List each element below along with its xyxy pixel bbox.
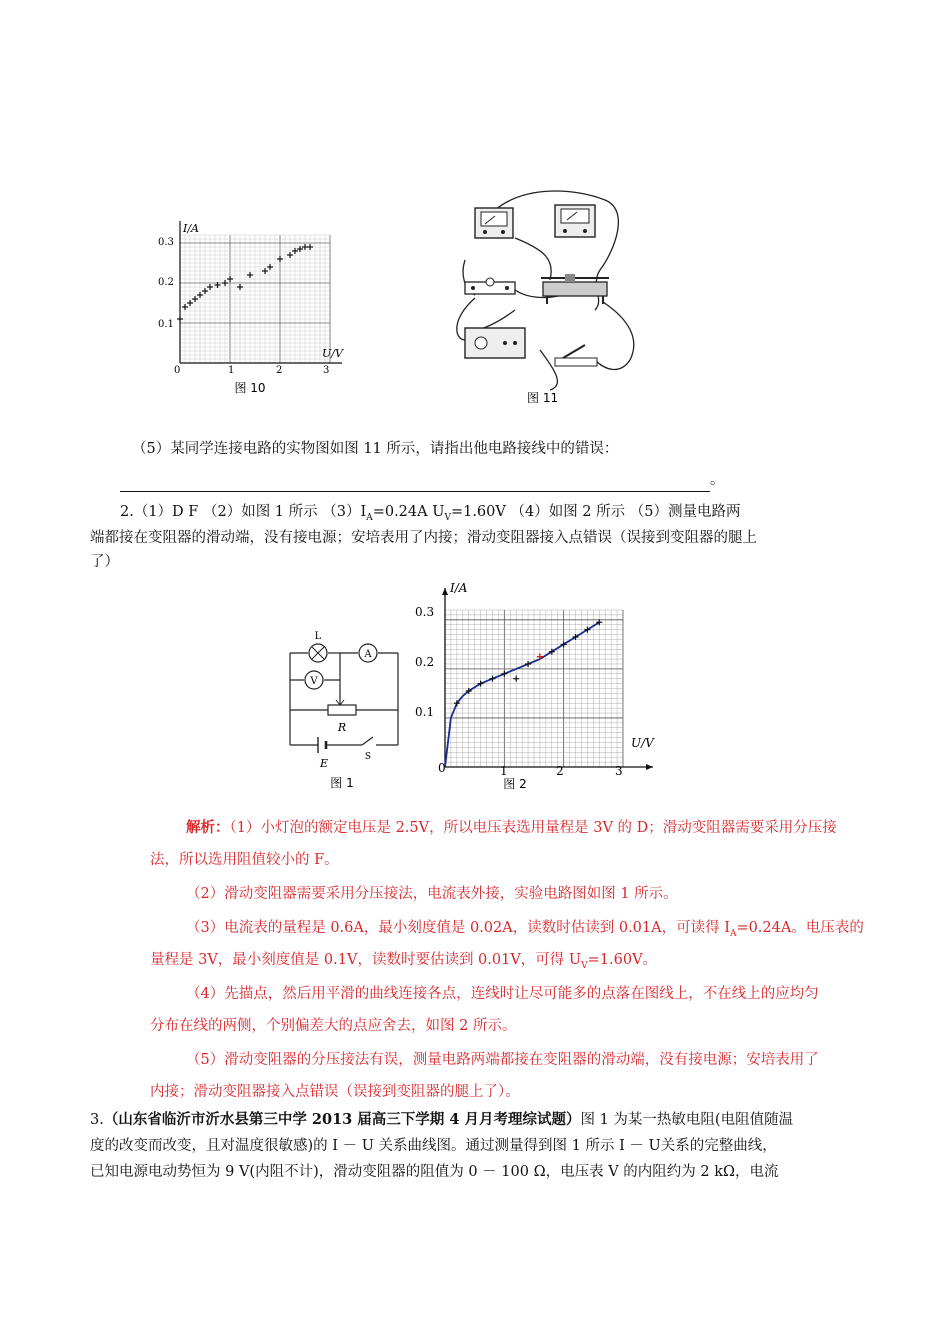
resistor-label: R — [337, 721, 347, 734]
question-text: 图 1 为某一热敏电阻(电阻值随温 — [580, 1112, 794, 1128]
fig10-xtick: 2 — [276, 365, 283, 376]
fig2-xtick: 2 — [556, 764, 564, 778]
fig11-caption: 图 11 — [527, 391, 559, 405]
analysis-p4b: 分布在线的两侧，个别偏差大的点应舍去，如图 2 所示。 — [150, 1018, 517, 1034]
data-point — [267, 264, 273, 270]
answer-2-part: 2.（1）D F （2）如图 1 所示 （3）I — [120, 504, 367, 520]
ammeter-symbol-icon — [359, 644, 377, 662]
answer-2-part: =1.60V （4）如图 2 所示 （5）测量电路两 — [450, 504, 741, 520]
fig10-caption: 图 10 — [234, 381, 266, 395]
question-3-line-2: 度的改变而改变，且对温度很敏感)的 I － U 关系曲线图。通过测量得到图 1 所示 I － U关系的完整曲线， — [90, 1138, 777, 1154]
analysis-text: =1.60V。 — [587, 952, 658, 968]
data-point — [501, 671, 507, 677]
power-supply-icon — [465, 328, 525, 358]
ammeter-label: A — [364, 649, 372, 660]
analysis-p5a: （5）滑动变阻器的分压接法有误，测量电路两端都接在变阻器的滑动端，没有接电源；安培表用了 — [186, 1052, 819, 1068]
question-5-answer-line — [120, 468, 725, 492]
data-point — [227, 276, 233, 282]
data-point — [222, 280, 228, 286]
fig10-y-axis-label: I/A — [183, 222, 199, 235]
knife-switch-icon — [555, 345, 597, 366]
data-point — [489, 676, 495, 682]
fig2-xtick: 1 — [500, 764, 508, 778]
fig1-caption: 图 1 — [330, 776, 354, 790]
analysis-p1b: 法，所以选用阻值较小的 F。 — [150, 852, 339, 868]
answer-2-part: =0.24A U — [372, 504, 445, 520]
data-point — [525, 661, 531, 667]
switch-label: S — [364, 752, 372, 762]
answer-2-line-3: 了） — [90, 554, 119, 570]
source-label: E — [319, 757, 329, 770]
fig2-axes — [442, 588, 653, 770]
data-point — [197, 292, 203, 298]
analysis-p5b: 内接；滑动变阻器接入点错误（误接到变阻器的腿上了）。 — [150, 1084, 520, 1100]
analysis-text: =0.24A。电压表的 — [736, 920, 864, 936]
question-5-text: （5）某同学连接电路的实物图如图 11 所示，请指出他电路接线中的错误： — [132, 441, 619, 457]
analysis-p3b — [150, 944, 657, 982]
data-point — [262, 268, 268, 274]
data-point — [247, 272, 253, 278]
rheostat-symbol-icon — [328, 695, 356, 715]
fig10-xtick: 3 — [323, 365, 330, 376]
fig2-ytick: 0.2 — [415, 655, 435, 669]
outlier-point — [513, 676, 519, 682]
ammeter-device-icon — [555, 205, 595, 237]
data-point — [277, 256, 283, 262]
data-point — [187, 300, 193, 306]
answer-2-line-2: 端都接在变阻器的滑动端，没有接电源；安培表用了内接；滑动变阻器接入点错误（误接到变阻器的腿上 — [90, 530, 757, 546]
question-number: 3. — [90, 1112, 104, 1128]
subscript: V — [581, 960, 588, 971]
voltmeter-symbol-icon — [305, 671, 323, 689]
question-3-line-3: 已知电源电动势恒为 9 V(内阻不计)，滑动变阻器的阻值为 0 － 100 Ω，电压表 V 的内阻约为 2 kΩ，电流 — [90, 1164, 779, 1180]
question-3-line-1 — [90, 1108, 793, 1132]
voltmeter-device-icon — [475, 208, 513, 238]
fig2-y-axis-label: I/A — [450, 581, 468, 595]
fig10-xtick: 1 — [228, 365, 235, 376]
x-axis-arrow-icon — [646, 764, 653, 770]
voltmeter-label: V — [310, 676, 318, 687]
data-point — [182, 304, 188, 310]
data-point — [287, 252, 293, 258]
fig2-xtick: 3 — [615, 764, 623, 778]
fig10-axes — [180, 221, 342, 363]
fig10-x-axis-label: U/V — [322, 347, 343, 360]
lamp-symbol-icon — [309, 644, 327, 662]
data-point — [177, 316, 183, 322]
end-mark: 。 — [710, 472, 725, 488]
data-point — [207, 284, 213, 290]
figure-1-circuit-diagram — [280, 625, 410, 795]
data-point — [192, 296, 198, 302]
data-point — [237, 284, 243, 290]
figure-10-chart — [150, 205, 350, 410]
figure-11-physical-circuit — [455, 190, 645, 405]
figure-2-chart — [405, 572, 665, 797]
fig10-origin: 0 — [174, 365, 181, 376]
lamp-holder-icon — [465, 278, 515, 294]
fig10-grid — [180, 235, 330, 363]
data-point — [202, 288, 208, 294]
fig10-ytick: 0.3 — [158, 237, 174, 248]
analysis-p4a: （4）先描点，然后用平滑的曲线连接各点，连线时让尽可能多的点落在图线上，不在线上的应均匀 — [186, 986, 819, 1002]
answer-blank — [120, 475, 710, 492]
subscript: V — [444, 512, 451, 523]
analysis-label: 解析： — [186, 819, 230, 836]
y-axis-arrow-icon — [442, 588, 448, 595]
fig2-x-axis-label: U/V — [631, 736, 654, 750]
subscript: A — [729, 928, 737, 939]
fig2-origin: 0 — [438, 761, 446, 775]
lamp-label: L — [314, 631, 322, 642]
fig2-ytick: 0.1 — [415, 705, 435, 719]
analysis-text: 量程是 3V，最小刻度值是 0.1V，读数时要估读到 0.01V，可得 U — [150, 952, 582, 968]
data-point — [307, 244, 313, 250]
analysis-text: （1）小灯泡的额定电压是 2.5V，所以电压表选用量程是 3V 的 D；滑动变阻器需要采用分压接 — [229, 820, 837, 836]
fig10-ytick: 0.2 — [158, 277, 174, 288]
analysis-text: （3）电流表的量程是 0.6A，最小刻度值是 0.02A，读数时估读到 0.01A，可读得 I — [186, 920, 730, 936]
fig2-caption: 图 2 — [503, 777, 527, 791]
fig10-ytick: 0.1 — [158, 319, 174, 330]
fig2-ytick: 0.3 — [415, 605, 435, 619]
subscript: A — [366, 512, 373, 523]
analysis-p1a — [186, 812, 837, 844]
question-source: （山东省临沂市沂水县第三中学 2013 届高三下学期 4 月月考理综试题） — [103, 1111, 581, 1128]
battery-symbol-icon — [318, 737, 326, 753]
analysis-p2: （2）滑动变阻器需要采用分压接法，电流表外接，实验电路图如图 1 所示。 — [186, 886, 678, 902]
